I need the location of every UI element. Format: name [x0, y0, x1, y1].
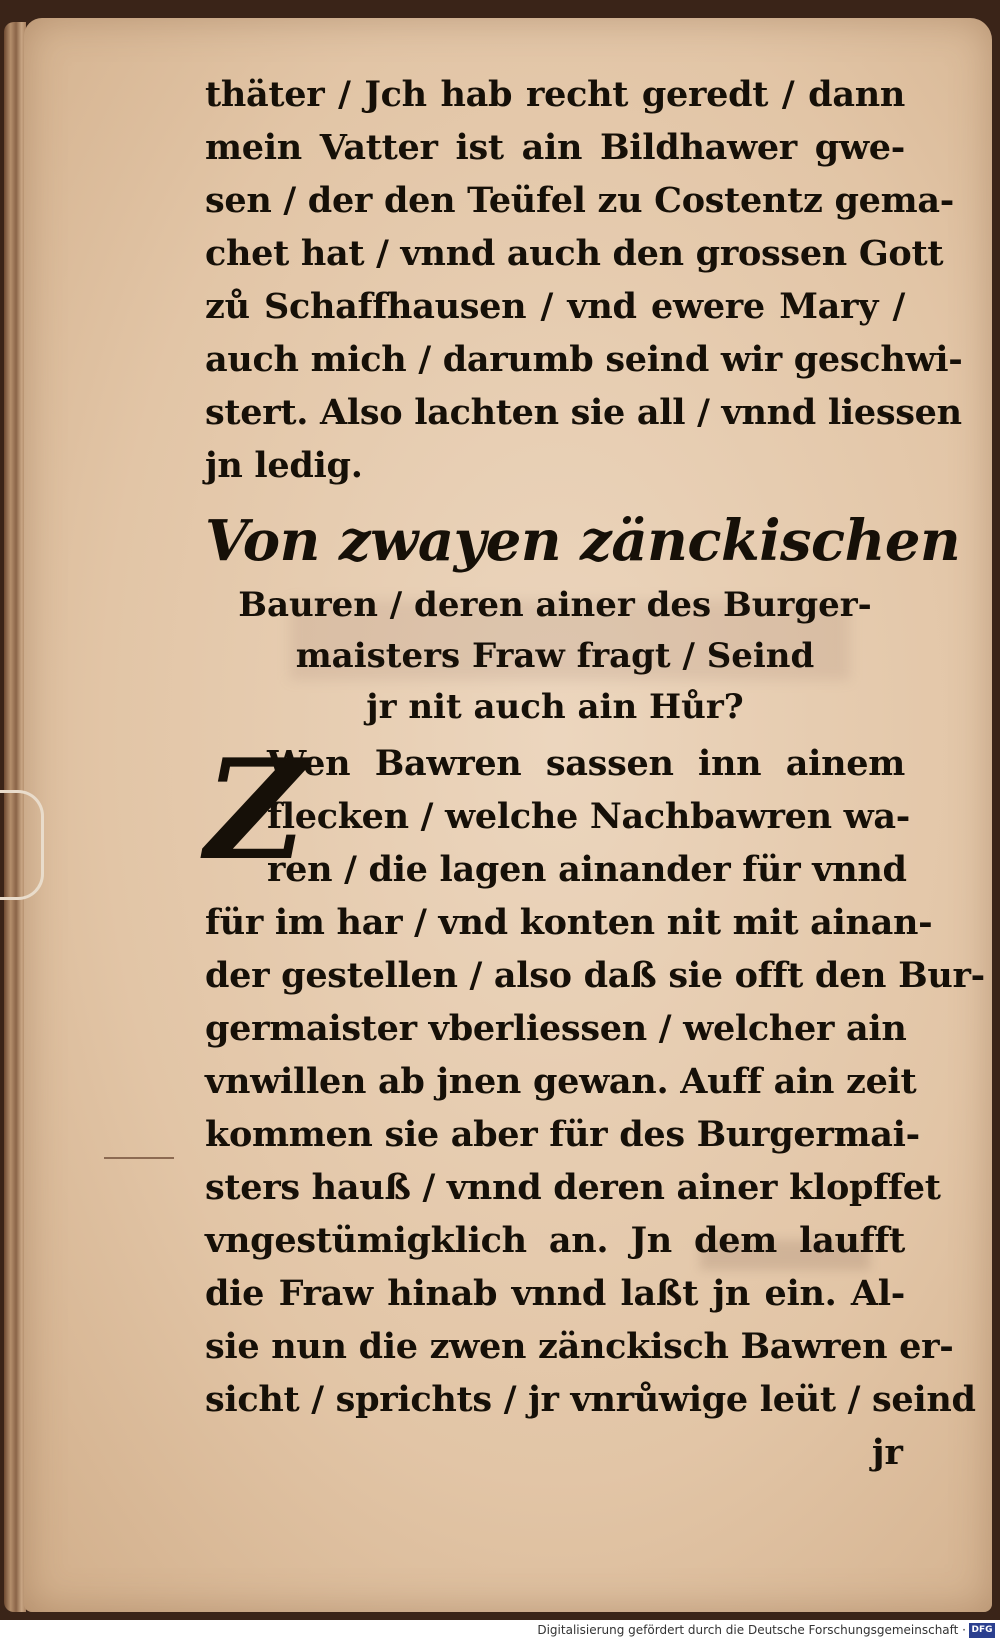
text-line: mein Vatter ist ain Bildhawer gwe- — [205, 127, 905, 168]
footer-credit: Digitalisierung gefördert durch die Deutsche Forschungsgemeinschaft · — [537, 1623, 966, 1637]
text-line: auch mich / darumb seind wir geschwi- — [205, 339, 963, 380]
clasp-ring — [0, 790, 44, 900]
text-line: der gestellen / also daß sie offt den Bur- — [205, 955, 985, 996]
text-line: thäter / Jch hab recht geredt / dann — [205, 74, 905, 115]
initial-letter: Z — [205, 728, 306, 891]
text-line: Wen Bawren sassen inn ainem — [267, 743, 905, 784]
heading-title: Von zwayen zänckischen — [205, 508, 961, 574]
text-line: chet hat / vnnd auch den grossen Gott — [205, 233, 944, 274]
text-line: für im har / vnd konten nit mit ainan- — [205, 902, 933, 943]
catchword: jr — [871, 1432, 903, 1473]
paragraph-start — [205, 728, 911, 896]
text-line: sicht / sprichts / jr vnrůwige leüt / seind — [205, 1379, 976, 1420]
text-line: kommen sie aber für des Burgermai- — [205, 1114, 920, 1155]
text-line: vngestümigklich an. Jn dem laufft — [205, 1220, 905, 1261]
text-line: germaister vberliessen / welcher ain — [205, 1008, 907, 1049]
heading-line: Bauren / deren ainer des Burger- — [238, 585, 872, 625]
text-line: jn ledig. — [205, 445, 363, 486]
digitization-footer — [0, 1620, 1000, 1642]
text-line: zů Schaffhausen / vnd ewere Mary / — [205, 286, 905, 327]
dfg-logo: DFG — [969, 1623, 995, 1638]
text-line: sters hauß / vnnd deren ainer klopffet — [205, 1167, 941, 1208]
section-heading — [205, 502, 961, 733]
margin-mark — [104, 1157, 174, 1159]
text-line: sie nun die zwen zänckisch Bawren er- — [205, 1326, 954, 1367]
text-line: flecken / welche Nachbawren wa- — [267, 796, 911, 837]
heading-line: jr nit auch ain Hůr? — [366, 687, 744, 727]
text-line: die Fraw hinab vnnd laßt jn ein. Al- — [205, 1273, 905, 1314]
text-line: vnwillen ab jnen gewan. Auff ain zeit — [205, 1061, 917, 1102]
text-line: sen / der den Teüfel zu Costentz gema- — [205, 180, 954, 221]
text-line: stert. Also lachten sie all / vnnd liessen — [205, 392, 962, 433]
page-text — [205, 68, 985, 1479]
heading-line: maisters Fraw fragt / Seind — [295, 636, 815, 676]
text-line: ren / die lagen ainander für vnnd — [267, 849, 907, 890]
